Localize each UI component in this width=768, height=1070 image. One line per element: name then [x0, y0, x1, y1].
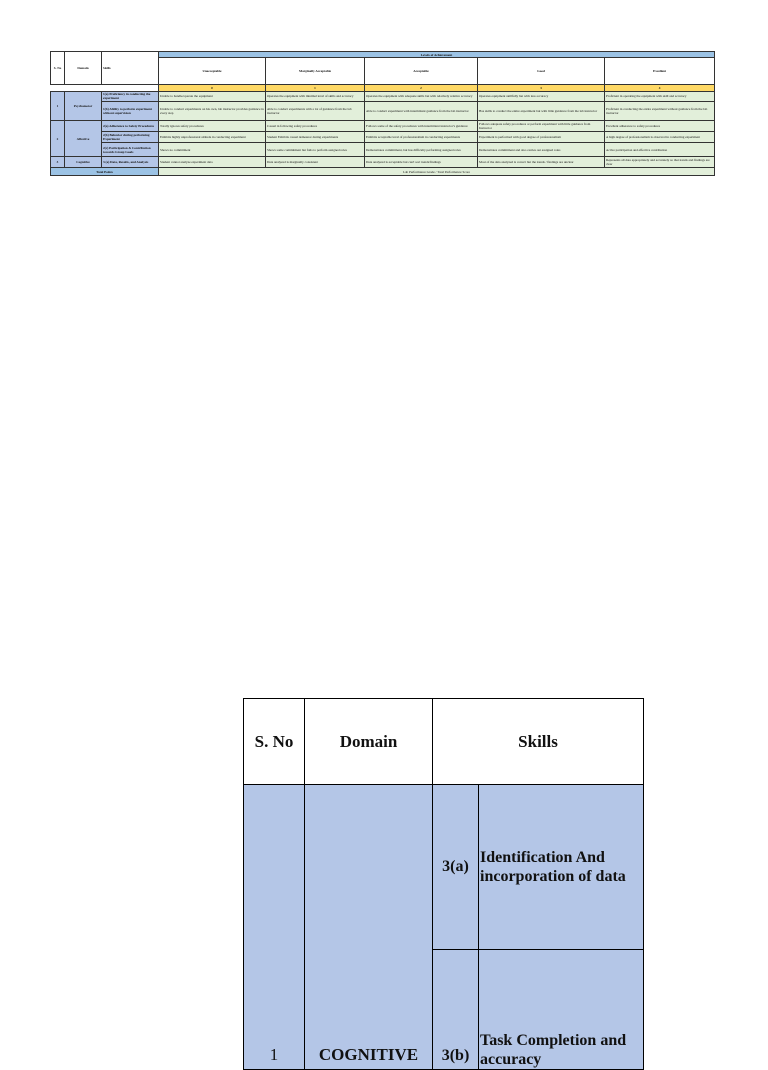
rubric-cell: Proficient in conducting the entire experiment without guidance from the lab instructor [605, 102, 715, 121]
rubric-cell: Unable to conduct experiments on his own, lab instructor provides guidance in every step [159, 102, 266, 121]
total-points-value: Lab Performance Grade / Total Performance Score [159, 168, 715, 176]
rubric-cell: Experiment is performed with good degree of professionalism [478, 132, 605, 143]
rubric-cell: Shows some commitment but fails to perform assigned roles [266, 143, 365, 157]
zoom-header-skills: Skills [433, 699, 644, 785]
rubric-cell: Operates equipment skillfully but with less accuracy [478, 91, 605, 101]
skill-label: 1(a) Proficiency in conducting the experiment [102, 91, 159, 101]
zoom-skill-code: 3(a) [433, 785, 479, 950]
group-sno: 2 [51, 121, 65, 157]
zoom-header-sno: S. No [244, 699, 305, 785]
skill-label: 2(c) Participation & Contribution towards Group Goals [102, 143, 159, 157]
header-skills: Skills [102, 52, 159, 85]
rubric-table [50, 51, 715, 176]
rubric-cell: Demonstrates commitment, but has difficulty performing assigned roles [365, 143, 478, 157]
zoom-header-domain: Domain [305, 699, 433, 785]
rubric-cell: Operates the equipment with minimal level of skills and accuracy [266, 91, 365, 101]
zoom-sno: 1 [244, 785, 305, 1070]
rubric-cell: Follows some of the safety procedures with intermittent instructor's guidance [365, 121, 478, 132]
score-4: 4 [605, 85, 715, 91]
rubric-cell: Excellent adherence to safety procedures [605, 121, 715, 132]
rubric-cell: Totally ignores safety procedures [159, 121, 266, 132]
zoom-skill-label: Task Completion and accuracy [479, 950, 644, 1070]
level-header-marginally-acceptable: Marginally Acceptable [266, 58, 365, 85]
total-points-label: Total Points [51, 168, 159, 176]
rubric-cell: Represents all data appropriately and accurately so that trends and findings are clear [605, 157, 715, 168]
rubric-cell: Shows no commitment [159, 143, 266, 157]
rubric-cell: Data analyzed is acceptable but can't sort trends/findings [365, 157, 478, 168]
rubric-cell: Casual in following safety procedures [266, 121, 365, 132]
rubric-cell: Student cannot analyze experiment data [159, 157, 266, 168]
group-domain: Psychomotor [65, 91, 102, 120]
rubric-cell: Demonstrates commitment and also carries out assigned roles [478, 143, 605, 157]
rubric-cell: Active participation and effective contribution [605, 143, 715, 157]
header-domain: Domain [65, 52, 102, 85]
rubric-cell: Data analyzed is marginally consistent [266, 157, 365, 168]
zoom-skill-code: 3(b) [433, 950, 479, 1070]
score-3: 3 [478, 85, 605, 91]
rubric-cell: Has skills to conduct the entire experiment but with little guidance from the lab instructor [478, 102, 605, 121]
rubric-cell: Follows adequate safety procedures or perform experiment with little guidance from Instructor [478, 121, 605, 132]
rubric-cell: Unable to handle/operate the equipment [159, 91, 266, 101]
group-domain: Affective [65, 121, 102, 157]
rubric-cell: Most of the data analyzed is correct but the trends / findings are unclear [478, 157, 605, 168]
rubric-cell: Able to conduct experiments with a lot of guidance from the lab instructor [266, 102, 365, 121]
rubric-cell: Exhibits highly unprofessional attitude in conducting experiment [159, 132, 266, 143]
score-0: 0 [159, 85, 266, 91]
zoom-domain: COGNITIVE [305, 785, 433, 1070]
score-1: 1 [266, 85, 365, 91]
skill-label: 2(a) Adherence to Safety Procedures [102, 121, 159, 132]
level-header-good: Good [478, 58, 605, 85]
rubric-cell: Able to conduct experiment with intermittent guidance from the lab instructor [365, 102, 478, 121]
rubric-cell: Operates the equipment with adequate skills but with relatively relative accuracy [365, 91, 478, 101]
rubric-cell: Student Exhibits casual demeanor during experiments [266, 132, 365, 143]
level-header-acceptable: Acceptable [365, 58, 478, 85]
group-domain: Cognitive [65, 157, 102, 168]
level-header-unacceptable: Unacceptable [159, 58, 266, 85]
group-sno: 1 [51, 91, 65, 120]
skill-label: 3 (a) Data, Results, and Analysis [102, 157, 159, 168]
cognitive-detail-table [243, 698, 644, 1070]
skill-label: 2(b) Behavior during performing Experiment [102, 132, 159, 143]
level-header-excellent: Excellent [605, 58, 715, 85]
zoom-skill-label: Identification And incorporation of data [479, 785, 644, 950]
score-2: 2 [365, 85, 478, 91]
group-sno: 3 [51, 157, 65, 168]
header-sno: S. No [51, 52, 65, 85]
rubric-cell: A high degree of professionalism is observed in conducting experiment [605, 132, 715, 143]
rubric-cell: Proficient in operating the equipment with skill and accuracy [605, 91, 715, 101]
rubric-cell: Exhibits acceptable level of professionalism in conducting experiments [365, 132, 478, 143]
skill-label: 1(b) Ability to perform experiment without supervision [102, 102, 159, 121]
levels-title: Levels of Achievement [159, 52, 715, 58]
